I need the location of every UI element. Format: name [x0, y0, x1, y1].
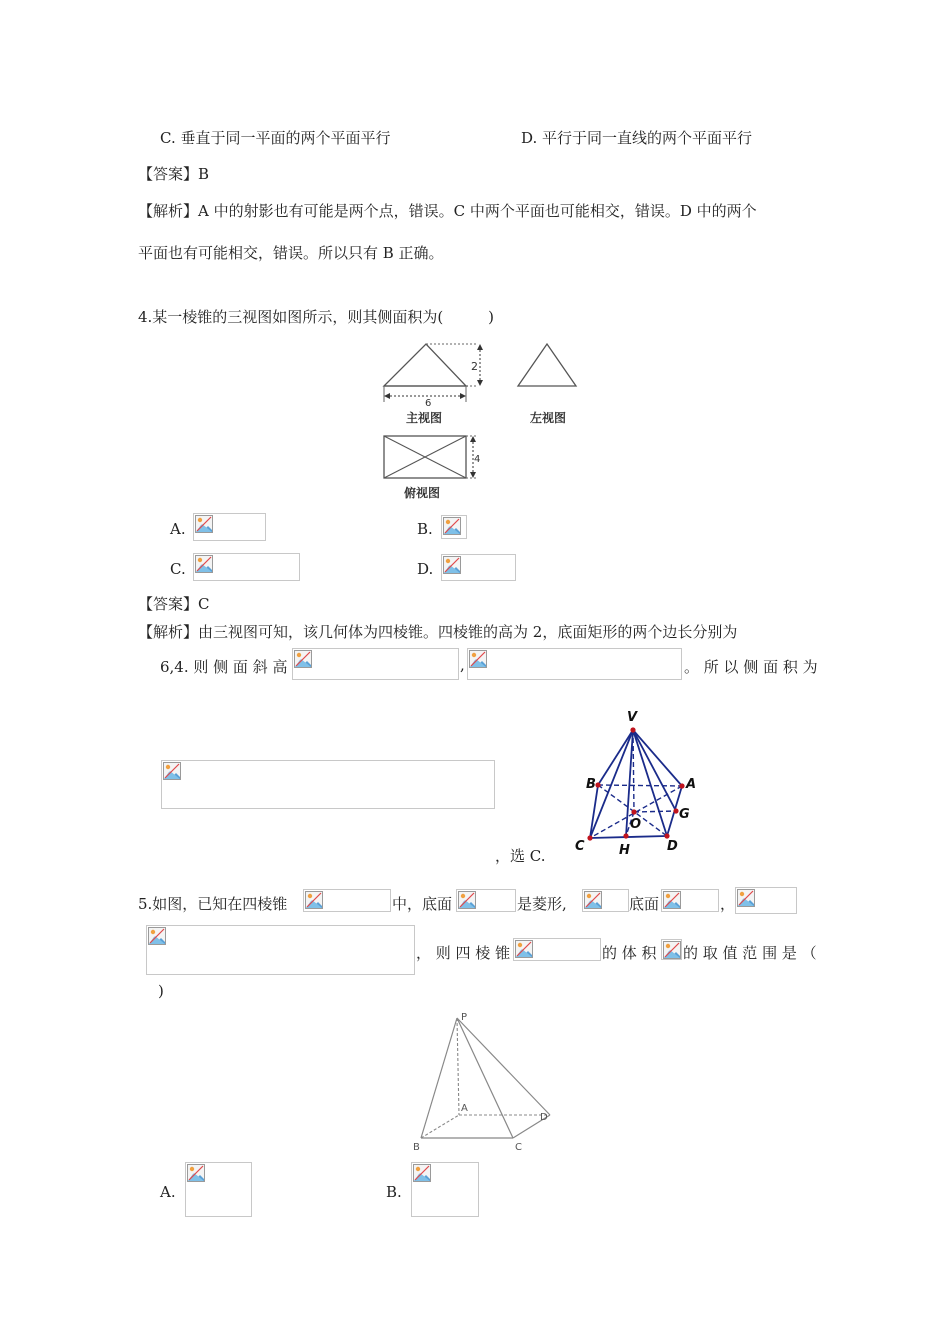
q5-line3: ) — [158, 982, 164, 1000]
broken-image-icon — [148, 927, 166, 945]
q4-question: 4.某一棱锥的三视图如图所示，则其侧面积为( ) — [138, 308, 495, 326]
q5-pyramid-name-image-2 — [513, 938, 601, 961]
q5-base-image — [661, 889, 719, 912]
q4-option-b-label: B. — [417, 520, 433, 538]
dim-width: 6 — [425, 398, 432, 409]
q4-option-d-label: D. — [417, 560, 434, 578]
q5-option-b-image — [411, 1162, 479, 1217]
q5-pa-image — [582, 889, 629, 912]
three-view-figure — [378, 340, 584, 506]
q4-analysis-line2b: , — [460, 656, 465, 674]
q5-line2-a: ， 则 四 棱 锥 — [416, 944, 511, 962]
q5-condition-image — [735, 887, 797, 914]
q5-option-a-label: A. — [160, 1183, 176, 1201]
broken-image-icon — [163, 762, 181, 780]
q3-option-d: D. 平行于同一直线的两个平面平行 — [521, 129, 753, 147]
q5-pyramid-figure — [405, 1008, 555, 1158]
broken-image-icon — [515, 940, 533, 958]
q4-option-c-image — [193, 553, 300, 581]
label-G: G — [679, 807, 690, 822]
q5-label-C: C — [515, 1142, 522, 1153]
q4-select-text: ，选 C. — [495, 847, 546, 865]
broken-image-icon — [737, 889, 755, 907]
broken-image-icon — [469, 650, 487, 668]
q4-option-b-image — [441, 515, 467, 539]
broken-image-icon — [443, 517, 461, 535]
q5-label-D: D — [540, 1112, 548, 1123]
q4-option-d-image — [441, 554, 516, 581]
label-A: A — [686, 777, 697, 792]
q5-line1-d: 底面 — [629, 895, 660, 913]
broken-image-icon — [294, 650, 312, 668]
q5-line1-b: 中，底面 — [392, 895, 453, 913]
q5-label-A: A — [461, 1103, 468, 1114]
label-C: C — [575, 839, 585, 854]
side-view-triangle — [518, 344, 576, 386]
q5-line1-a: 5.如图，已知在四棱锥 — [138, 895, 288, 913]
q5-line1-e: ， — [720, 895, 736, 913]
broken-image-icon — [663, 941, 681, 959]
pyramid-figure — [570, 708, 702, 860]
q5-base-name-image — [456, 889, 516, 912]
q4-analysis-line2a: 6,4. 则 侧 面 斜 高 — [160, 658, 288, 676]
label-O: O — [630, 817, 642, 832]
q5-label-P: P — [461, 1012, 468, 1023]
q5-pyramid-name-image — [303, 889, 391, 912]
q5-volume-symbol-image — [661, 939, 682, 960]
q4-analysis-line1: 【解析】由三视图可知，该几何体为四棱锥。四棱锥的高为 2，底面矩形的两个边长分别为 — [138, 623, 738, 641]
q5-label-B: B — [413, 1142, 420, 1153]
broken-image-icon — [413, 1164, 431, 1182]
broken-image-icon — [584, 891, 602, 909]
q5-condition-formula-image — [146, 925, 415, 975]
q5-line2-c: 的 取 值 范 围 是 （ — [683, 944, 817, 962]
q3-analysis-line2: 平面也有可能相交，错误。所以只有 B 正确。 — [138, 244, 444, 262]
q4-option-a-label: A. — [170, 520, 186, 538]
q5-line2-b: 的 体 积 — [602, 944, 657, 962]
q4-option-c-label: C. — [170, 560, 186, 578]
q4-option-a-image — [193, 513, 266, 541]
broken-image-icon — [195, 555, 213, 573]
label-V: V — [627, 710, 638, 725]
broken-image-icon — [663, 891, 681, 909]
q4-answer: 【答案】C — [138, 595, 210, 613]
broken-image-icon — [305, 891, 323, 909]
side-view-label: 左视图 — [530, 411, 567, 425]
front-view-label: 主视图 — [406, 411, 443, 425]
q4-analysis-line2c: 。 所 以 侧 面 积 为 — [684, 658, 818, 676]
label-D: D — [667, 839, 678, 854]
q4-slant-height-1-image — [292, 648, 459, 680]
dim-depth: 4 — [474, 454, 481, 465]
label-B: B — [586, 777, 596, 792]
q5-option-b-label: B. — [386, 1183, 402, 1201]
q4-lateral-area-formula-image — [161, 760, 495, 809]
label-H: H — [619, 843, 630, 858]
q5-option-a-image — [185, 1162, 252, 1217]
q3-option-c: C. 垂直于同一平面的两个平面平行 — [160, 129, 391, 147]
broken-image-icon — [195, 515, 213, 533]
top-view-label: 俯视图 — [404, 486, 441, 500]
q4-slant-height-2-image — [467, 648, 682, 680]
q5-line1-c: 是菱形, — [517, 895, 567, 913]
dim-height: 2 — [471, 360, 478, 373]
q3-analysis-line1: 【解析】A 中的射影也有可能是两个点，错误。C 中两个平面也可能相交，错误。D 中的两个 — [138, 202, 757, 220]
front-view-triangle — [384, 344, 466, 386]
broken-image-icon — [187, 1164, 205, 1182]
broken-image-icon — [458, 891, 476, 909]
q3-answer: 【答案】B — [138, 165, 210, 183]
broken-image-icon — [443, 556, 461, 574]
